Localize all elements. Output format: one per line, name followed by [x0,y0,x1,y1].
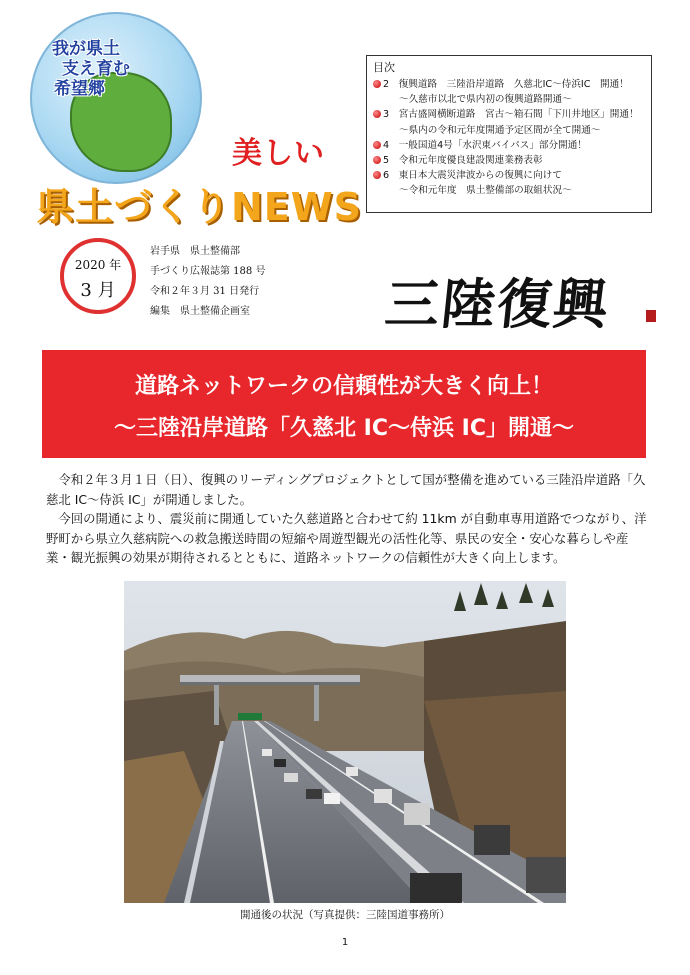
publisher-line: 岩手県 県土整備部 [150,246,240,257]
toc-list [373,77,647,199]
toc-item-label: ～令和元年度 県土整備部の取組状況～ [399,185,572,197]
article-body [46,470,648,568]
publisher-info [150,242,265,322]
newsletter-title: 県土づくりNEWS [36,185,363,229]
toc-subtitle [373,183,647,198]
red-seal-stamp [646,310,656,322]
toc-item-label: 3 宮古盛岡横断道路 宮古～箱石間「下川井地区」開通！ [383,109,639,121]
highway-photo-illustration [124,581,566,903]
sanriku-fukko-calligraphy: 三陸復興 [382,272,613,336]
prefecture-logo [30,12,202,184]
highway-photo [124,581,566,903]
toc-item-label: 4 一般国道4号「水沢東バイパス」部分開通！ [383,139,587,151]
toc-item[interactable] [373,138,647,153]
issue-month: 3 月 [80,280,116,301]
headline-banner [42,350,646,458]
publisher-line: 令和２年３月 31 日発行 [150,286,260,297]
page-number: 1 [341,937,349,948]
red-bullet-icon [373,171,381,179]
article-paragraph: 今回の開通により、震災前に開通していた久慈道路と合わせて約 11km が自動車専用道路でつながり、洋野町から県立久慈病院への救急搬送時間の短縮や周遊型観光の活性化等、県民の安全・安心な暮らしや産業・観光振興の効果が期待されるとともに、道路ネットワークの信頼性が大きく向上します。 [46,511,647,565]
toc-item-label: 2 復興道路 三陸沿岸道路 久慈北IC～侍浜IC 開通！ [383,79,629,90]
toc-heading: 目次 [373,61,395,74]
toc-item-label: ～久慈市以北で県内初の復興道路開通～ [399,94,572,106]
toc-item-label: 6 東日本大震災津波からの復興に向けて [383,170,562,182]
toc-item[interactable] [373,107,647,122]
toc-item[interactable] [373,153,647,168]
issue-year: 2020 年 [74,258,122,272]
issue-date-badge [60,238,136,314]
logo-text-line: 希望郷 [54,79,105,99]
headline-main: 道路ネットワークの信頼性が大きく向上！ [134,374,553,399]
photo-caption: 開通後の状況（写真提供：三陸国道事務所） [240,909,450,921]
red-bullet-icon [373,80,381,88]
publisher-line: 編集 県土整備企画室 [150,306,250,317]
toc-item-label: 5 令和元年度優良建設関連業務表彰 [383,155,543,167]
publisher-line: 手づくり広報誌第 188 号 [150,266,266,277]
toc-item[interactable] [373,168,647,183]
table-of-contents [366,55,652,213]
red-bullet-icon [373,141,381,149]
newsletter-title-sub: 美しい [232,136,325,171]
logo-text-line: 支え育む [62,59,130,79]
red-bullet-icon [373,156,381,164]
toc-subtitle [373,123,647,138]
toc-item[interactable] [373,77,647,92]
article-paragraph: 令和２年３月１日（日）、復興のリーディングプロジェクトとして国が整備を進めている三陸沿岸道路「久慈北 IC～侍浜 IC」が開通しました。 [46,472,646,507]
toc-subtitle [373,92,647,107]
red-bullet-icon [373,110,381,118]
headline-sub: ～三陸沿岸道路「久慈北 IC～侍浜 IC」開通～ [114,416,574,441]
logo-text-line: 我が県土 [52,39,120,59]
toc-item-label: ～県内の令和元年度開通予定区間が全て開通～ [399,124,601,136]
